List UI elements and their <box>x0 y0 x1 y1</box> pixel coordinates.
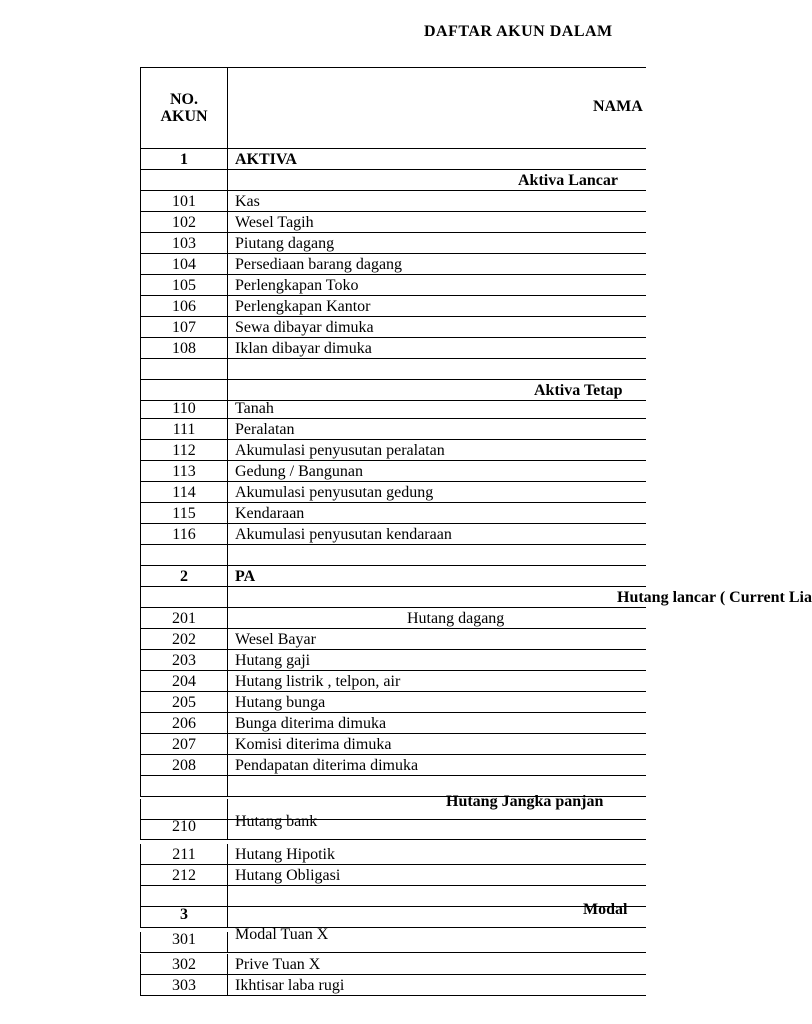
account-name: Pendapatan diterima dimuka <box>235 757 419 774</box>
account-number <box>140 587 228 607</box>
account-name-cell <box>228 233 646 253</box>
table-row <box>140 692 646 713</box>
table-row <box>140 296 646 317</box>
account-number: 205 <box>140 692 228 712</box>
account-name-cell <box>228 755 646 775</box>
table-row <box>140 419 646 440</box>
account-name-cell <box>228 926 646 952</box>
account-number <box>140 776 228 796</box>
header-no-akun-label: NO. AKUN <box>160 91 208 125</box>
table-row-blank <box>140 545 646 566</box>
account-number: 112 <box>140 440 228 460</box>
account-number: 101 <box>140 191 228 211</box>
table-row <box>140 233 646 254</box>
account-name: Perlengkapan Kantor <box>235 298 371 315</box>
table-header <box>140 67 646 149</box>
account-number: 3 <box>140 907 228 927</box>
account-number: 111 <box>140 419 228 439</box>
table-row-blank <box>140 886 646 907</box>
account-name-cell <box>228 587 812 607</box>
account-name-cell <box>228 359 646 379</box>
account-name: Hutang listrik , telpon, air <box>235 673 401 690</box>
account-number: 302 <box>140 954 228 974</box>
account-name: Wesel Tagih <box>235 214 314 231</box>
account-name-cell <box>228 671 646 691</box>
account-number: 104 <box>140 254 228 274</box>
account-name: Akumulasi penyusutan peralatan <box>235 442 445 459</box>
account-number: 107 <box>140 317 228 337</box>
account-name: Perlengkapan Toko <box>235 277 359 294</box>
table-row-subsection <box>140 170 646 191</box>
table-row-section <box>140 566 646 587</box>
account-number: 115 <box>140 503 228 523</box>
table-row <box>140 338 646 359</box>
table-row <box>140 482 646 503</box>
table-row <box>140 671 646 692</box>
table-row-section <box>140 149 646 170</box>
account-number: 203 <box>140 650 228 670</box>
table-row <box>140 212 646 233</box>
account-name: Hutang bunga <box>235 694 326 711</box>
account-number <box>140 170 228 190</box>
account-name-cell <box>228 813 646 839</box>
account-number: 103 <box>140 233 228 253</box>
account-name-cell <box>228 440 646 460</box>
account-number: 201 <box>140 608 228 628</box>
account-name-cell <box>228 503 646 523</box>
account-number: 207 <box>140 734 228 754</box>
account-name-cell <box>228 692 646 712</box>
account-name: Prive Tuan X <box>235 956 321 973</box>
account-name: Aktiva Tetap <box>534 382 623 399</box>
account-name-cell <box>228 482 646 502</box>
account-number: 114 <box>140 482 228 502</box>
account-number: 106 <box>140 296 228 316</box>
account-name: Persediaan barang dagang <box>235 256 403 273</box>
account-name: Akumulasi penyusutan gedung <box>235 484 434 501</box>
account-number: 110 <box>140 398 228 418</box>
header-no-akun <box>140 68 228 148</box>
account-name: AKTIVA <box>235 151 297 168</box>
account-number: 202 <box>140 629 228 649</box>
account-name-cell <box>228 954 646 974</box>
account-name-cell <box>228 212 646 232</box>
account-name: Tanah <box>235 400 274 417</box>
account-number: 303 <box>140 975 228 995</box>
account-name: Iklan dibayar dimuka <box>235 340 372 357</box>
account-number: 108 <box>140 338 228 358</box>
account-table <box>140 67 812 996</box>
account-name-cell <box>228 844 646 864</box>
account-number: 208 <box>140 755 228 775</box>
header-nama-label: NAMA <box>593 98 643 115</box>
account-name: PA <box>235 568 256 585</box>
table-row-subsection <box>140 793 646 820</box>
account-name: Modal <box>583 901 628 918</box>
account-name: Sewa dibayar dimuka <box>235 319 374 336</box>
table-row <box>140 813 646 840</box>
account-name: Kas <box>235 193 260 210</box>
account-number: 204 <box>140 671 228 691</box>
account-name-cell <box>228 608 646 628</box>
document-title: DAFTAR AKUN DALAM <box>424 23 613 40</box>
table-row <box>140 503 646 524</box>
account-name-cell <box>228 380 646 400</box>
account-number: 105 <box>140 275 228 295</box>
account-name-cell <box>228 191 646 211</box>
account-number: 212 <box>140 865 228 885</box>
account-name-cell <box>228 296 646 316</box>
table-row <box>140 865 646 886</box>
account-name-cell <box>228 865 646 885</box>
account-name-cell <box>228 524 646 544</box>
account-name-cell <box>228 254 646 274</box>
account-number: 116 <box>140 524 228 544</box>
account-name: Komisi diterima dimuka <box>235 736 392 753</box>
table-row <box>140 926 646 953</box>
table-row <box>140 650 646 671</box>
account-name: Kendaraan <box>235 505 305 522</box>
account-name: Akumulasi penyusutan kendaraan <box>235 526 452 543</box>
table-row <box>140 844 646 865</box>
table-row-subsection <box>140 587 812 608</box>
account-name-cell <box>228 734 646 754</box>
account-name-cell <box>228 650 646 670</box>
account-name-cell <box>228 275 646 295</box>
account-number <box>140 380 228 400</box>
account-name: Aktiva Lancar <box>518 172 618 189</box>
account-number: 102 <box>140 212 228 232</box>
header-nama <box>228 68 646 148</box>
account-number <box>140 886 228 906</box>
account-name-cell <box>228 398 646 418</box>
table-row <box>140 629 646 650</box>
table-row <box>140 755 646 776</box>
account-name: Peralatan <box>235 421 295 438</box>
account-name: Modal Tuan X <box>235 926 329 943</box>
table-row <box>140 191 646 212</box>
account-name: Bunga diterima dimuka <box>235 715 387 732</box>
table-row <box>140 398 646 419</box>
table-row-blank <box>140 359 646 380</box>
account-name: Hutang lancar ( Current Lia <box>617 589 812 606</box>
table-row <box>140 608 646 629</box>
table-row <box>140 954 646 975</box>
account-name-cell <box>228 338 646 358</box>
account-name-cell <box>228 901 646 927</box>
account-name: Hutang Obligasi <box>235 867 341 884</box>
table-row <box>140 524 646 545</box>
account-name: Hutang gaji <box>235 652 311 669</box>
table-row <box>140 713 646 734</box>
table-row <box>140 734 646 755</box>
account-name-cell <box>228 975 646 995</box>
account-name-cell <box>228 317 646 337</box>
account-name: Ikhtisar laba rugi <box>235 977 345 994</box>
account-name: Hutang bank <box>235 813 318 830</box>
account-number: 2 <box>140 566 228 586</box>
account-number <box>140 545 228 565</box>
account-name-cell <box>228 713 646 733</box>
account-number: 113 <box>140 461 228 481</box>
account-name-cell <box>228 629 646 649</box>
account-number <box>140 359 228 379</box>
account-name-cell <box>228 149 646 169</box>
account-name-cell <box>228 461 646 481</box>
account-name-cell <box>228 419 646 439</box>
account-name: Hutang dagang <box>407 610 505 627</box>
account-number: 1 <box>140 149 228 169</box>
account-number: 211 <box>140 844 228 864</box>
table-row <box>140 975 646 996</box>
account-number <box>140 799 228 819</box>
account-name-cell <box>228 545 646 565</box>
account-name: Wesel Bayar <box>235 631 316 648</box>
account-number: 210 <box>140 819 228 839</box>
account-name: Hutang Jangka panjan <box>446 793 604 810</box>
table-row <box>140 254 646 275</box>
account-name-cell <box>228 170 646 190</box>
account-name: Hutang Hipotik <box>235 846 335 863</box>
account-number: 301 <box>140 932 228 952</box>
account-number: 206 <box>140 713 228 733</box>
table-row <box>140 461 646 482</box>
table-row-section <box>140 901 646 928</box>
table-row <box>140 440 646 461</box>
table-row <box>140 275 646 296</box>
account-name: Piutang dagang <box>235 235 335 252</box>
account-name: Gedung / Bangunan <box>235 463 363 480</box>
account-name-cell <box>228 566 646 586</box>
table-row <box>140 317 646 338</box>
